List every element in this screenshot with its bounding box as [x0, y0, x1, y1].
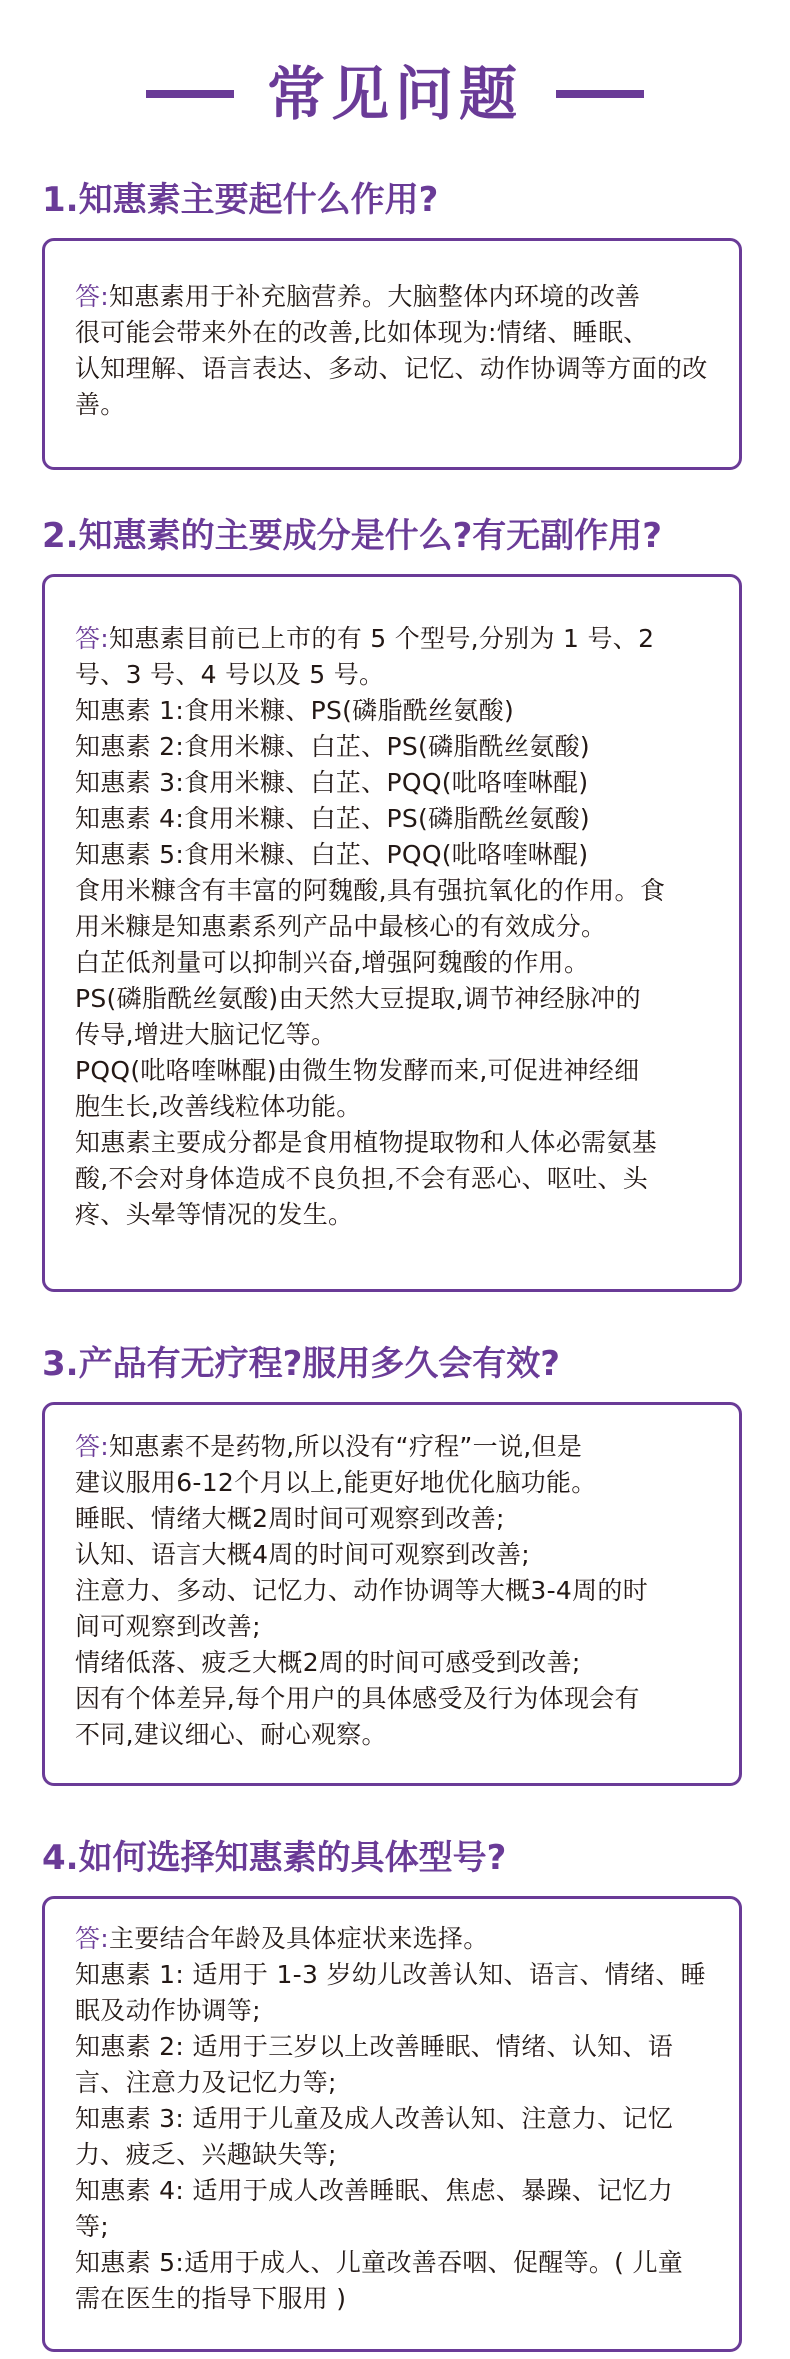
- faq-question-3: 3.产品有无疗程?服用多久会有效?: [42, 1344, 561, 1384]
- answer-label: 答:: [75, 1432, 110, 1461]
- page-header: [0, 54, 790, 134]
- answer-line: 答:主要结合年龄及具体症状来选择。: [75, 1924, 489, 1953]
- answer-line: 善。: [75, 390, 126, 419]
- answer-line: 答:知惠素不是药物,所以没有“疗程”一说,但是: [75, 1432, 583, 1461]
- answer-line: 用米糠是知惠素系列产品中最核心的有效成分。: [75, 912, 607, 941]
- answer-line: 传导,增进大脑记忆等。: [75, 1020, 337, 1049]
- answer-line: 号、3 号、4 号以及 5 号。: [75, 660, 385, 689]
- answer-line: 知惠素 3: 适用于儿童及成人改善认知、注意力、记忆: [75, 2104, 674, 2133]
- faq-question-1: 1.知惠素主要起什么作用?: [42, 180, 439, 220]
- answer-line: 知惠素 1:食用米糠、PS(磷脂酰丝氨酸): [75, 696, 515, 725]
- faq-answer-box-3: [42, 1402, 742, 1786]
- answer-line: 食用米糠含有丰富的阿魏酸,具有强抗氧化的作用。食: [75, 876, 666, 905]
- answer-line: 等;: [75, 2212, 110, 2241]
- faq-answer-2: [75, 621, 725, 1233]
- faq-answer-box-1: [42, 238, 742, 470]
- answer-line: 知惠素 5:食用米糠、白芷、PQQ(吡咯喹啉醌): [75, 840, 589, 869]
- answer-line: 答:知惠素目前已上市的有 5 个型号,分别为 1 号、2: [75, 624, 655, 653]
- answer-line: 不同,建议细心、耐心观察。: [75, 1720, 387, 1749]
- answer-line: 注意力、多动、记忆力、动作协调等大概3-4周的时: [75, 1576, 649, 1605]
- answer-line: 言、注意力及记忆力等;: [75, 2068, 337, 2097]
- answer-line: 知惠素主要成分都是食用植物提取物和人体必需氨基: [75, 1128, 657, 1157]
- answer-line: 需在医生的指导下服用 ): [75, 2284, 347, 2313]
- answer-line: 知惠素 1: 适用于 1-3 岁幼儿改善认知、语言、情绪、睡: [75, 1960, 706, 1989]
- answer-line: 情绪低落、疲乏大概2周的时间可感受到改善;: [75, 1648, 581, 1677]
- answer-line: 力、疲乏、兴趣缺失等;: [75, 2140, 337, 2169]
- faq-answer-box-4: [42, 1896, 742, 2352]
- faq-section-3: [42, 1340, 748, 1786]
- answer-line: 知惠素 2:食用米糠、白芷、PS(磷脂酰丝氨酸): [75, 732, 590, 761]
- answer-line: 睡眠、情绪大概2周时间可观察到改善;: [75, 1504, 505, 1533]
- faq-section-2: [42, 512, 748, 1292]
- answer-line: PQQ(吡咯喹啉醌)由微生物发酵而来,可促进神经细: [75, 1056, 640, 1085]
- faq-answer-3: [75, 1429, 725, 1753]
- faq-question-2: 2.知惠素的主要成分是什么?有无副作用?: [42, 516, 663, 556]
- answer-line: 很可能会带来外在的改善,比如体现为:情绪、睡眠、: [75, 318, 649, 347]
- faq-section-4: [42, 1834, 748, 2352]
- answer-line: 答:知惠素用于补充脑营养。大脑整体内环境的改善: [75, 282, 641, 311]
- answer-line: 间可观察到改善;: [75, 1612, 261, 1641]
- answer-line: PS(磷脂酰丝氨酸)由天然大豆提取,调节神经脉冲的: [75, 984, 641, 1013]
- answer-line: 白芷低剂量可以抑制兴奋,增强阿魏酸的作用。: [75, 948, 590, 977]
- answer-line: 知惠素 2: 适用于三岁以上改善睡眠、情绪、认知、语: [75, 2032, 674, 2061]
- answer-line: 胞生长,改善线粒体功能。: [75, 1092, 362, 1121]
- answer-line: 知惠素 4: 适用于成人改善睡眠、焦虑、暴躁、记忆力: [75, 2176, 674, 2205]
- answer-label: 答:: [75, 282, 110, 311]
- answer-line: 认知、语言大概4周的时间可观察到改善;: [75, 1540, 531, 1569]
- answer-line: 因有个体差异,每个用户的具体感受及行为体现会有: [75, 1684, 640, 1713]
- answer-label: 答:: [75, 624, 110, 653]
- answer-line: 酸,不会对身体造成不良负担,不会有恶心、呕吐、头: [75, 1164, 649, 1193]
- page-title: 常见问题: [266, 60, 523, 128]
- faq-answer-box-2: [42, 574, 742, 1292]
- answer-line: 知惠素 3:食用米糠、白芷、PQQ(吡咯喹啉醌): [75, 768, 589, 797]
- answer-label: 答:: [75, 1924, 110, 1953]
- answer-line: 疼、头晕等情况的发生。: [75, 1200, 354, 1229]
- faq-answer-1: [75, 279, 725, 423]
- faq-question-4: 4.如何选择知惠素的具体型号?: [42, 1838, 507, 1878]
- faq-section-1: [42, 176, 748, 476]
- answer-line: 知惠素 5:适用于成人、儿童改善吞咽、促醒等。( 儿童: [75, 2248, 684, 2277]
- answer-line: 知惠素 4:食用米糠、白芷、PS(磷脂酰丝氨酸): [75, 804, 590, 833]
- answer-line: 认知理解、语言表达、多动、记忆、动作协调等方面的改: [75, 354, 708, 383]
- answer-line: 眠及动作协调等;: [75, 1996, 261, 2025]
- answer-line: 建议服用6-12个月以上,能更好地优化脑功能。: [75, 1468, 597, 1497]
- header-right-rule: [556, 90, 644, 98]
- faq-answer-4: [75, 1921, 725, 2317]
